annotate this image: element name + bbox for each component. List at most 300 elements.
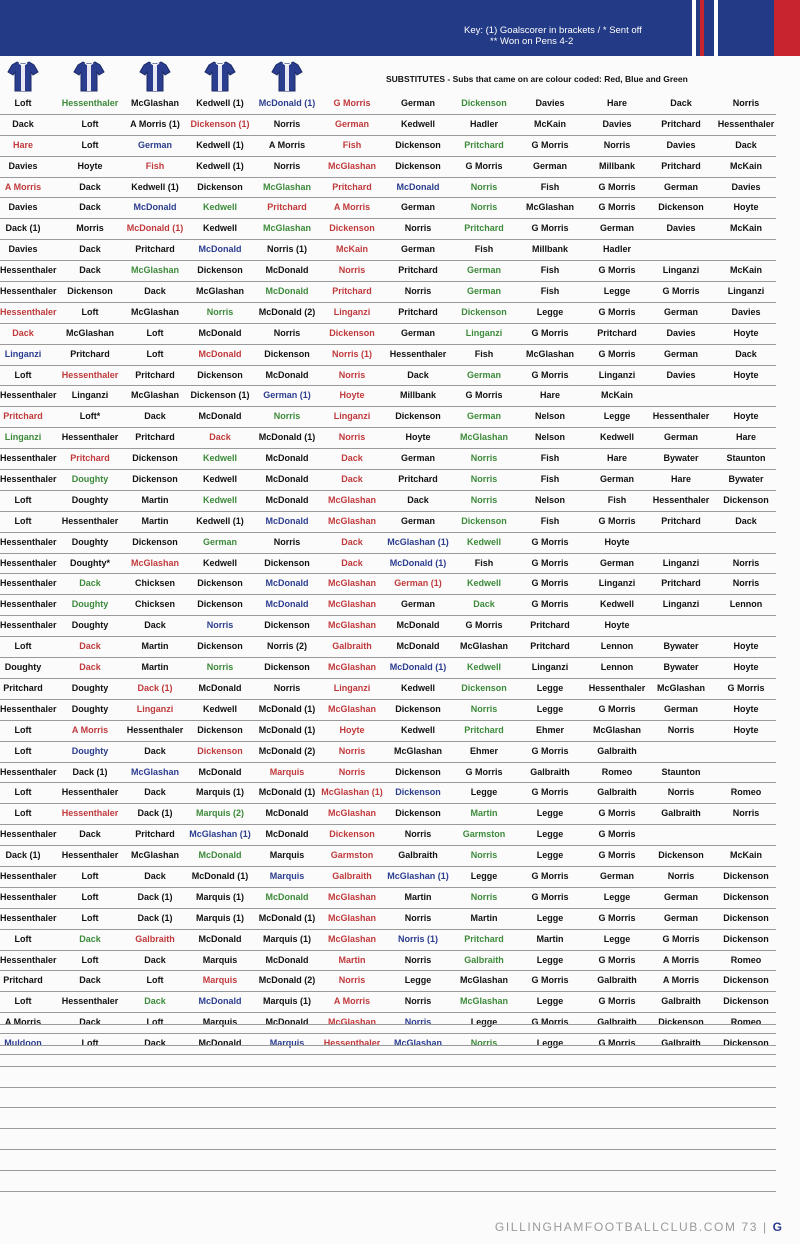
player-cell: McDonald (265, 494, 309, 505)
player-cell: Dickenson (723, 996, 769, 1007)
player-cell: Hoyte (733, 327, 759, 338)
player-cell: German (599, 223, 634, 234)
player-cell: Hoyte (604, 536, 630, 547)
player-cell: McKain (335, 244, 368, 255)
player-cell: Hare (606, 98, 627, 108)
player-cell: Pritchard (661, 578, 701, 589)
player-cell: McDonald (198, 996, 242, 1007)
player-cell: McDonald (1) (258, 703, 316, 714)
player-cell: Hare (12, 139, 33, 150)
player-cell: Marquis (1) (262, 933, 311, 944)
player-cell: McGlashan (262, 223, 311, 234)
table-row (0, 324, 776, 345)
player-cell: McGlashan (393, 1038, 442, 1049)
player-cell: Dack (209, 432, 231, 443)
blank-rows (0, 1004, 776, 1192)
player-cell: Pritchard (135, 369, 175, 380)
player-cell: German (663, 912, 698, 923)
player-cell: McDonald (198, 1038, 242, 1049)
player-cell: Dickenson (264, 662, 310, 673)
player-cell: Pritchard (464, 139, 504, 150)
table-row (0, 658, 776, 679)
table-row (0, 303, 776, 324)
banner-stripe (700, 0, 704, 56)
player-cell: Hoyte (733, 662, 759, 673)
player-cell: Pritchard (267, 202, 307, 213)
blank-row (0, 1025, 776, 1046)
player-cell: Legge (603, 933, 631, 944)
player-cell: Bywater (728, 474, 764, 485)
player-cell: German (466, 286, 501, 297)
player-cell: Galbraith (661, 808, 701, 819)
player-cell: McDonald (198, 244, 242, 255)
player-cell: G Morris (598, 808, 636, 819)
player-cell: Norris (667, 870, 695, 881)
player-cell: McGlashan (130, 390, 179, 401)
player-cell: Dack (144, 286, 166, 297)
player-cell: McGlashan (327, 891, 376, 902)
player-cell: Pritchard (464, 724, 504, 735)
player-cell: Davies (731, 181, 761, 192)
player-cell: G Morris (333, 98, 371, 108)
player-cell: Pritchard (661, 118, 701, 129)
player-cell: Martin (470, 808, 498, 819)
player-cell: Dack (735, 139, 757, 150)
player-cell: Dack (79, 829, 101, 840)
player-cell: Loft (146, 327, 164, 338)
player-cell: Pritchard (3, 682, 43, 693)
player-cell: German (663, 306, 698, 317)
player-cell: Hessenthaler (0, 891, 57, 902)
player-cell: Kedwell (1) (196, 98, 244, 108)
table-row (0, 470, 776, 491)
player-cell: Loft (81, 306, 99, 317)
player-cell: McDonald (198, 766, 242, 777)
player-cell: McKain (533, 118, 566, 129)
table-row (0, 700, 776, 721)
player-cell: Fish (474, 557, 494, 568)
player-cell: McDonald (198, 327, 242, 338)
player-cell: G Morris (531, 578, 569, 589)
player-cell: Chicksen (134, 599, 176, 610)
player-cell: Linganzi (136, 703, 174, 714)
page-footer (495, 1220, 782, 1234)
player-cell: Dickenson (461, 98, 507, 108)
table-row (0, 742, 776, 763)
player-cell: Hoyte (604, 620, 630, 631)
player-cell: G Morris (598, 1038, 636, 1049)
player-cell: Pritchard (135, 432, 175, 443)
blank-row (0, 1171, 776, 1192)
player-cell: Hessenthaler (0, 474, 57, 485)
player-cell: Kedwell (1) (196, 160, 244, 171)
player-cell: Loft (14, 808, 32, 819)
player-cell: Hoyte (405, 432, 431, 443)
player-cell: Pritchard (530, 620, 570, 631)
player-cell: McGlashan (459, 975, 508, 986)
player-cell: Loft (14, 494, 32, 505)
player-cell: Norris (273, 118, 301, 129)
player-cell: Dack (144, 787, 166, 798)
player-cell: Dickenson (329, 223, 375, 234)
player-cell: McGlashan (130, 766, 179, 777)
player-cell: Hoyte (77, 160, 103, 171)
player-cell: Loft (14, 724, 32, 735)
banner-stripe (774, 0, 800, 56)
player-cell: Dickenson (1) (190, 390, 250, 401)
player-cell: McGlashan (130, 265, 179, 276)
player-cell: Staunton (726, 453, 766, 464)
player-cell: Norris (404, 954, 432, 965)
player-cell: A Morris (662, 954, 700, 965)
player-cell: McGlashan (262, 181, 311, 192)
player-cell: Loft (14, 933, 32, 944)
player-cell: Hessenthaler (0, 912, 57, 923)
player-cell: Pritchard (530, 641, 570, 652)
player-cell: McDonald (265, 369, 309, 380)
player-cell: German (1) (394, 578, 442, 589)
player-cell: Davies (731, 306, 761, 317)
player-cell: Kedwell (202, 474, 237, 485)
player-cell: McDonald (1) (258, 912, 316, 923)
player-cell: Kedwell (1) (131, 181, 179, 192)
player-cell: McDonald (265, 265, 309, 276)
player-cell: German (400, 599, 435, 610)
player-cell: McGlashan (525, 348, 574, 359)
player-cell: A Morris (333, 996, 371, 1007)
player-cell: Marquis (2) (195, 808, 244, 819)
player-cell: Pritchard (398, 265, 438, 276)
player-cell: Dickenson (395, 766, 441, 777)
table-row (0, 763, 776, 784)
player-cell: Dickenson (197, 724, 243, 735)
player-cell: Pritchard (70, 348, 110, 359)
table-row (0, 491, 776, 512)
player-cell: Pritchard (135, 829, 175, 840)
player-cell: Dickenson (197, 265, 243, 276)
player-cell: G Morris (531, 536, 569, 547)
player-cell: Romeo (601, 766, 633, 777)
player-cell: Marquis (269, 870, 305, 881)
player-cell: Linganzi (662, 265, 700, 276)
player-cell: Norris (206, 620, 234, 631)
table-row (0, 846, 776, 867)
player-cell: McGlashan (130, 98, 179, 108)
player-cell: Norris (338, 766, 366, 777)
table-row (0, 115, 776, 136)
player-cell: Kedwell (202, 223, 237, 234)
player-cell: G Morris (465, 766, 503, 777)
player-cell: G Morris (598, 181, 636, 192)
player-cell: Dickenson (132, 536, 178, 547)
blank-row (0, 1088, 776, 1109)
player-cell: Pritchard (398, 474, 438, 485)
player-cell: Doughty* (70, 557, 110, 568)
player-cell: Loft (146, 1017, 164, 1028)
player-cell: Davies (8, 202, 38, 213)
player-cell: Norris (404, 996, 432, 1007)
player-cell: Norris (470, 891, 498, 902)
player-cell: Norris (338, 369, 366, 380)
player-cell: Loft (14, 641, 32, 652)
player-cell: Kedwell (1) (196, 515, 244, 526)
player-cell: Linganzi (465, 327, 503, 338)
player-cell: Hadler (469, 118, 498, 129)
player-cell: Dickenson (658, 850, 704, 861)
player-cell: McGlashan (327, 578, 376, 589)
player-cell: Dack (144, 745, 166, 756)
player-cell: Galbraith (597, 1017, 637, 1028)
footer-page-number: 73 (741, 1220, 759, 1234)
player-cell: Norris (404, 829, 432, 840)
player-cell: Kedwell (466, 536, 501, 547)
blank-row (0, 1150, 776, 1171)
player-cell: Dack (670, 98, 692, 108)
player-cell: Norris (470, 494, 498, 505)
player-cell: Dickenson (658, 1017, 704, 1028)
player-cell: McDonald (265, 891, 309, 902)
player-cell: McGlashan (327, 933, 376, 944)
player-cell: A Morris (4, 181, 42, 192)
player-cell: Dack (79, 265, 101, 276)
banner-stripe (692, 0, 696, 56)
player-cell: Loft (14, 369, 32, 380)
player-cell: Dack (144, 1038, 166, 1049)
player-cell: Hessenthaler (126, 724, 184, 735)
player-cell: Doughty (71, 703, 109, 714)
player-cell: McDonald (198, 411, 242, 422)
player-cell: Romeo (730, 1017, 762, 1028)
player-cell: Fish (342, 139, 362, 150)
player-cell: G Morris (598, 202, 636, 213)
player-cell: McGlashan (525, 202, 574, 213)
player-cell: Davies (666, 223, 696, 234)
club-logo: G (772, 1220, 782, 1234)
player-cell: Martin (536, 933, 564, 944)
player-cell: Norris (273, 327, 301, 338)
player-cell: McDonald (198, 682, 242, 693)
player-cell: Dickenson (461, 682, 507, 693)
player-cell: McGlashan (327, 160, 376, 171)
player-cell: Norris (404, 286, 432, 297)
player-cell: Norris (273, 536, 301, 547)
player-cell: Hoyte (733, 369, 759, 380)
player-cell: German (663, 703, 698, 714)
player-cell: Fish (540, 265, 560, 276)
football-shirt-icon (74, 60, 104, 92)
substitutes-heading: SUBSTITUTES - Subs that came on are colour coded: Red, Blue and Green (386, 74, 688, 84)
player-cell: G Morris (531, 1017, 569, 1028)
player-cell: McGlashan (459, 641, 508, 652)
player-cell: Fish (540, 515, 560, 526)
player-cell: McDonald (396, 641, 440, 652)
player-cell: Legge (536, 912, 564, 923)
player-cell: McDonald (265, 829, 309, 840)
player-cell: McGlashan (65, 327, 114, 338)
player-cell: Norris (1) (397, 933, 438, 944)
player-cell: German (400, 244, 435, 255)
player-cell: Martin (141, 641, 169, 652)
player-cell: Legge (536, 703, 564, 714)
player-cell: Legge (470, 1017, 498, 1028)
player-cell: Legge (603, 411, 631, 422)
player-cell: Norris (404, 223, 432, 234)
table-row (0, 783, 776, 804)
player-cell: Galbraith (661, 1038, 701, 1049)
player-cell: Norris (206, 306, 234, 317)
player-cell: Pritchard (135, 244, 175, 255)
player-cell: Martin (338, 954, 366, 965)
player-cell: Dickenson (197, 369, 243, 380)
player-cell: Norris (404, 912, 432, 923)
player-cell: Dickenson (461, 515, 507, 526)
football-shirt-icon (8, 60, 38, 92)
player-cell: Legge (603, 891, 631, 902)
player-cell: Hessenthaler (61, 850, 119, 861)
player-cell: Loft (14, 787, 32, 798)
player-cell: Marquis (1) (195, 891, 244, 902)
player-cell: Linganzi (598, 369, 636, 380)
player-cell: Staunton (661, 766, 701, 777)
player-cell: Pritchard (661, 160, 701, 171)
player-cell: Kedwell (466, 662, 501, 673)
player-cell: Dack (144, 954, 166, 965)
player-cell: Dack (144, 411, 166, 422)
player-cell: Dickenson (723, 870, 769, 881)
player-cell: Romeo (730, 954, 762, 965)
player-cell: Hoyte (733, 703, 759, 714)
player-cell: McGlashan (327, 662, 376, 673)
player-cell: G Morris (598, 829, 636, 840)
table-row (0, 94, 776, 115)
player-cell: G Morris (465, 390, 503, 401)
footer-site: GILLINGHAMFOOTBALLCLUB.COM (494, 1220, 737, 1234)
table-row (0, 198, 776, 219)
player-cell: G Morris (598, 348, 636, 359)
player-cell: Legge (536, 829, 564, 840)
blank-row (0, 1108, 776, 1129)
player-cell: Doughty (4, 662, 42, 673)
player-cell: Dickenson (197, 181, 243, 192)
player-cell: G Morris (531, 599, 569, 610)
player-cell: McKain (729, 160, 762, 171)
player-cell: Millbank (531, 244, 568, 255)
player-cell: Dack (407, 494, 429, 505)
player-cell: Davies (666, 139, 696, 150)
player-cell: Legge (536, 682, 564, 693)
player-cell: Norris (732, 808, 760, 819)
player-cell: Hessenthaler (0, 703, 57, 714)
player-cell: Dack (144, 996, 166, 1007)
table-row (0, 157, 776, 178)
player-cell: Dickenson (723, 494, 769, 505)
player-cell: Galbraith (332, 641, 372, 652)
player-cell: Pritchard (597, 327, 637, 338)
player-cell: G Morris (531, 223, 569, 234)
player-cell: Loft (81, 954, 99, 965)
player-cell: Galbraith (597, 787, 637, 798)
player-cell: G Morris (598, 954, 636, 965)
player-cell: Hessenthaler (0, 306, 57, 317)
player-cell: Morris (76, 223, 104, 234)
player-cell: McDonald (2) (258, 975, 316, 986)
player-cell: McGlashan (1) (387, 536, 449, 547)
table-row (0, 366, 776, 387)
player-cell: Legge (536, 1038, 564, 1049)
player-cell: G Morris (598, 912, 636, 923)
player-cell: McDonald (2) (258, 745, 316, 756)
player-cell: Doughty (71, 745, 109, 756)
player-cell: Hessenthaler (0, 536, 57, 547)
player-cell: Hessenthaler (61, 98, 119, 108)
player-cell: Pritchard (3, 975, 43, 986)
player-cell: Pritchard (398, 306, 438, 317)
table-row (0, 825, 776, 846)
player-cell: Fish (607, 494, 627, 505)
player-cell: Muldoon (4, 1038, 42, 1049)
player-cell: Kedwell (599, 432, 634, 443)
player-cell: McKain (729, 265, 762, 276)
player-cell: McDonald (265, 474, 309, 485)
player-cell: Fish (540, 474, 560, 485)
player-cell: Legge (536, 954, 564, 965)
player-cell: Davies (8, 244, 38, 255)
player-cell: Fish (474, 348, 494, 359)
player-cell: Kedwell (202, 453, 237, 464)
player-cell: G Morris (531, 369, 569, 380)
player-cell: Hoyte (733, 641, 759, 652)
player-cell: Norris (1) (266, 244, 307, 255)
player-cell: A Morris (662, 975, 700, 986)
player-cell: Kedwell (599, 599, 634, 610)
player-cell: Loft (81, 139, 99, 150)
player-cell: G Morris (531, 870, 569, 881)
player-cell: McDonald (396, 181, 440, 192)
table-row (0, 428, 776, 449)
player-cell: Bywater (663, 453, 699, 464)
player-cell: Legge (536, 808, 564, 819)
player-cell: Linganzi (662, 599, 700, 610)
player-cell: Dack (79, 244, 101, 255)
player-cell: G Morris (531, 139, 569, 150)
player-cell: Hessenthaler (0, 766, 57, 777)
player-cell: Pritchard (464, 933, 504, 944)
player-cell: Dickenson (658, 202, 704, 213)
player-cell: Pritchard (332, 181, 372, 192)
player-cell: Dickenson (723, 975, 769, 986)
player-cell: Fish (474, 244, 494, 255)
player-cell: Linganzi (598, 578, 636, 589)
player-cell: Hessenthaler (0, 286, 57, 297)
table-row (0, 951, 776, 972)
player-cell: McDonald (1) (258, 98, 316, 108)
player-cell: Dickenson (329, 327, 375, 338)
player-cell: McGlashan (327, 912, 376, 923)
player-cell: Linganzi (333, 682, 371, 693)
player-cell: Fish (540, 286, 560, 297)
player-cell: Kedwell (202, 202, 237, 213)
player-cell: Hessenthaler (0, 557, 57, 568)
player-cell: Norris (470, 474, 498, 485)
player-cell: Dickenson (329, 829, 375, 840)
player-cell: Chicksen (134, 578, 176, 589)
player-cell: Romeo (730, 787, 762, 798)
table-row (0, 804, 776, 825)
player-cell: Hessenthaler (0, 870, 57, 881)
player-cell: Hessenthaler (0, 829, 57, 840)
player-cell: Dickenson (723, 912, 769, 923)
player-cell: Linganzi (531, 662, 569, 673)
